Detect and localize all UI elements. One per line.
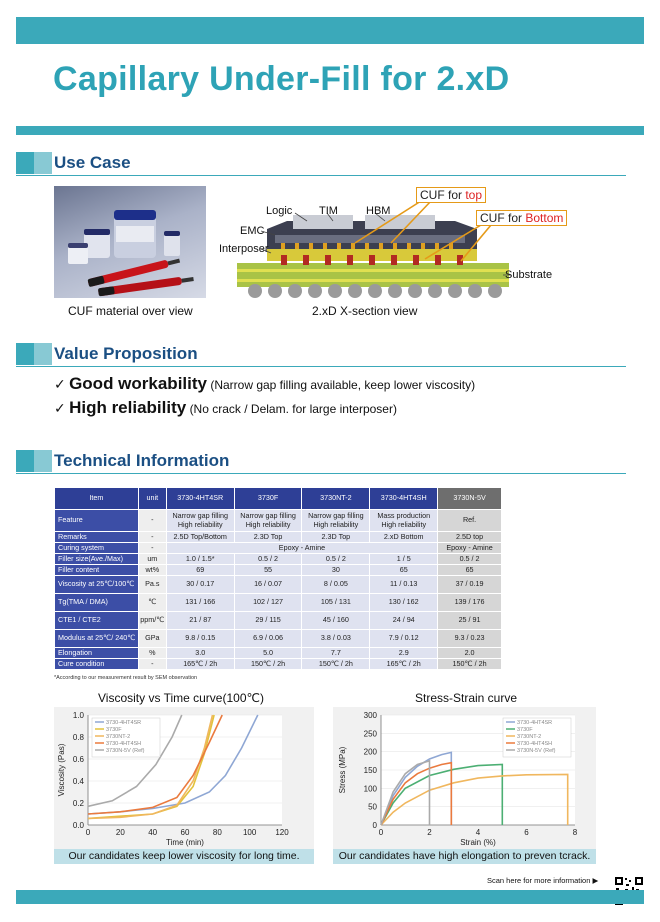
table-cell: Narrow gap filling High reliability	[234, 510, 302, 532]
row-label: Remarks	[55, 532, 139, 543]
header-cell: 3730F	[234, 488, 302, 510]
table-cell-ref: 25 / 91	[438, 612, 502, 630]
legend-entry: 3730N-5V (Ref)	[106, 748, 145, 754]
row-label: Elongation	[55, 648, 139, 659]
table-cell: 65	[370, 565, 438, 576]
table-cell: Narrow gap filling High reliability	[166, 510, 234, 532]
y-tick-label: 0.2	[72, 799, 84, 808]
y-tick-label: 200	[363, 747, 377, 757]
header-cell: 3730-4HT4SH	[370, 488, 438, 510]
row-label: CTE1 / CTE2	[55, 612, 139, 630]
value-item-desc: (No crack / Delam. for large interposer)	[189, 402, 397, 416]
legend-entry: 3730-4HT4SR	[517, 720, 553, 726]
table-cell: 24 / 94	[370, 612, 438, 630]
x-tick-label: 100	[242, 828, 257, 837]
y-tick-label: 0.8	[72, 733, 84, 742]
table-row	[55, 630, 502, 648]
table-cell: Mass production High reliability	[370, 510, 438, 532]
value-item-title: Good workability	[69, 374, 207, 393]
header-cell: 3730NT-2	[302, 488, 370, 510]
cuf-top-label: CUF for	[420, 188, 466, 202]
legend-entry: 3730NT-2	[517, 734, 542, 740]
table-cell: 6.9 / 0.06	[234, 630, 302, 648]
x-tick-label: 20	[115, 828, 125, 837]
cuf-bottom-highlight: Bottom	[525, 211, 564, 225]
stress-chart	[333, 707, 596, 849]
label-substrate: Substrate	[505, 269, 553, 281]
y-tick-label: 300	[363, 711, 377, 720]
section-header-technical-information	[16, 450, 626, 472]
table-cell: 7.9 / 0.12	[370, 630, 438, 648]
table-row	[55, 576, 502, 594]
cuf-top-callout	[416, 187, 486, 203]
scan-text: Scan here for more information ▶	[487, 876, 599, 885]
cuf-bottom-label: CUF for	[480, 211, 526, 225]
stress-chart-footer: Our candidates have high elongation to preven tcrack.	[333, 849, 596, 864]
row-unit: GPa	[138, 630, 166, 648]
viscosity-chart-footer: Our candidates keep lower viscosity for long time.	[54, 849, 314, 864]
table-cell: 3.0	[166, 648, 234, 659]
row-label: Filler content	[55, 565, 139, 576]
table-cell: 2.3D Top	[302, 532, 370, 543]
row-unit: Pa.s	[138, 576, 166, 594]
row-label: Tg(TMA / DMA)	[55, 594, 139, 612]
table-cell: 0.5 / 2	[302, 554, 370, 565]
table-cell-ref: 65	[438, 565, 502, 576]
table-row	[55, 554, 502, 565]
y-tick-label: 1.0	[72, 711, 84, 720]
table-cell: 21 / 87	[166, 612, 234, 630]
y-tick-label: 50	[368, 802, 377, 812]
x-tick-label: 80	[212, 828, 222, 837]
table-cell: 69	[166, 565, 234, 576]
x-tick-label: 8	[572, 828, 578, 837]
value-item-workability	[54, 374, 475, 394]
value-item-desc: (Narrow gap filling available, keep lower viscosity)	[210, 378, 476, 392]
header-cell: Item	[55, 488, 139, 510]
x-tick-label: 120	[275, 828, 289, 837]
table-cell: 2.5D Top/Bottom	[166, 532, 234, 543]
table-row	[55, 543, 502, 554]
table-cell: 130 / 162	[370, 594, 438, 612]
row-unit: ℃	[138, 594, 166, 612]
top-banner	[16, 17, 644, 44]
label-emc: EMC	[240, 225, 265, 237]
x-tick-label: 40	[148, 828, 158, 837]
table-cell: 150℃ / 2h	[234, 659, 302, 670]
table-cell: 105 / 131	[302, 594, 370, 612]
x-axis-label: Time (min)	[166, 838, 204, 847]
table-cell: 30 / 0.17	[166, 576, 234, 594]
table-row	[55, 532, 502, 543]
table-cell-ref: Epoxy - Amine	[438, 543, 502, 554]
cuf-material-photo	[54, 186, 206, 298]
header-cell: unit	[138, 488, 166, 510]
table-cell: 1.0 / 1.5*	[166, 554, 234, 565]
y-tick-label: 0.6	[72, 755, 84, 764]
table-row	[55, 510, 502, 532]
label-logic: Logic	[266, 205, 293, 217]
page-title: Capillary Under-Fill for 2.xD	[53, 60, 510, 98]
xsection-diagram	[215, 185, 575, 305]
value-item-reliability	[54, 398, 397, 418]
x-tick-label: 6	[524, 828, 529, 837]
check-icon: ✓	[54, 376, 66, 392]
table-cell: 16 / 0.07	[234, 576, 302, 594]
x-tick-label: 2	[427, 828, 432, 837]
viscosity-chart	[54, 707, 314, 849]
table-cell-ref: 37 / 0.19	[438, 576, 502, 594]
table-cell: 9.8 / 0.15	[166, 630, 234, 648]
row-label: Filler size(Ave./Max)	[55, 554, 139, 565]
legend-entry: 3730F	[517, 727, 533, 733]
table-cell: 131 / 166	[166, 594, 234, 612]
table-cell-ref: 139 / 176	[438, 594, 502, 612]
row-unit: -	[138, 659, 166, 670]
value-item-title: High reliability	[69, 398, 187, 417]
table-footnote: *According to our measurement result by SEM observation	[54, 675, 198, 681]
table-cell: 2.9	[370, 648, 438, 659]
table-cell: 2.xD Bottom	[370, 532, 438, 543]
y-tick-label: 0.4	[72, 777, 84, 786]
table-cell: 55	[234, 565, 302, 576]
row-unit: wt%	[138, 565, 166, 576]
table-header-row	[55, 488, 502, 510]
stress-chart-title: Stress-Strain curve	[415, 691, 518, 705]
legend-entry: 3730N-5V (Ref)	[517, 748, 556, 754]
table-cell: 11 / 0.13	[370, 576, 438, 594]
row-label: Feature	[55, 510, 139, 532]
table-cell: 165℃ / 2h	[370, 659, 438, 670]
table-cell-ref: 150℃ / 2h	[438, 659, 502, 670]
legend-entry: 3730-4HT4SR	[106, 720, 142, 726]
section-title: Technical Information	[54, 451, 230, 470]
row-label: Viscosity at 25℃/100℃	[55, 576, 139, 594]
table-cell: 0.5 / 2	[234, 554, 302, 565]
xsection-caption: 2.xD X-section view	[312, 304, 418, 318]
row-label: Modulus at 25℃/ 240℃	[55, 630, 139, 648]
table-cell: 5.0	[234, 648, 302, 659]
photo-caption: CUF material over view	[68, 304, 193, 318]
legend-entry: 3730NT-2	[106, 734, 131, 740]
viscosity-chart-panel	[54, 707, 314, 849]
section-title: Value Proposition	[54, 344, 198, 363]
y-axis-label: Stress (MPa)	[338, 746, 347, 794]
table-row	[55, 612, 502, 630]
cuf-bottom-callout	[476, 210, 567, 226]
table-cell: 102 / 127	[234, 594, 302, 612]
section-header-value-proposition	[16, 343, 626, 365]
y-tick-label: 0	[372, 821, 377, 830]
row-label: Curing system	[55, 543, 139, 554]
table-cell: Narrow gap filling High reliability	[302, 510, 370, 532]
row-unit: um	[138, 554, 166, 565]
legend-entry: 3730F	[106, 727, 122, 733]
row-unit: ppm/℃	[138, 612, 166, 630]
table-row	[55, 659, 502, 670]
spec-table	[54, 487, 502, 670]
table-cell-ref: 9.3 / 0.23	[438, 630, 502, 648]
table-cell: 165℃ / 2h	[166, 659, 234, 670]
table-cell: 8 / 0.05	[302, 576, 370, 594]
row-unit: -	[138, 532, 166, 543]
x-tick-label: 60	[180, 828, 190, 837]
table-cell: 45 / 160	[302, 612, 370, 630]
y-axis-label: Viscosity (Pas)	[57, 743, 66, 797]
check-icon: ✓	[54, 400, 66, 416]
table-row	[55, 565, 502, 576]
table-cell: 150℃ / 2h	[302, 659, 370, 670]
table-row	[55, 594, 502, 612]
x-tick-label: 4	[475, 828, 481, 837]
cuf-top-highlight: top	[465, 188, 483, 202]
y-tick-label: 0.0	[72, 821, 84, 830]
table-cell: 7.7	[302, 648, 370, 659]
legend-entry: 3730-4HT4SH	[517, 741, 553, 747]
label-tim: TIM	[319, 205, 338, 217]
table-cell: 1 / 5	[370, 554, 438, 565]
header-cell: 3730-4HT4SR	[166, 488, 234, 510]
table-cell: 2.3D Top	[234, 532, 302, 543]
stress-chart-panel	[333, 707, 596, 849]
row-unit: -	[138, 510, 166, 532]
bottom-banner	[16, 890, 644, 904]
table-cell-ref: 0.5 / 2	[438, 554, 502, 565]
label-interposer: Interposer	[219, 243, 269, 255]
title-rule	[16, 126, 644, 135]
section-title: Use Case	[54, 153, 131, 172]
x-tick-label: 0	[85, 828, 91, 837]
label-hbm: HBM	[366, 205, 391, 217]
row-label: Cure condition	[55, 659, 139, 670]
y-tick-label: 150	[363, 766, 377, 775]
y-tick-label: 250	[363, 729, 377, 739]
table-row	[55, 648, 502, 659]
x-tick-label: 0	[378, 828, 384, 837]
table-cell: Epoxy - Amine	[166, 543, 437, 554]
viscosity-chart-title: Viscosity vs Time curve(100℃)	[98, 691, 264, 705]
table-cell-ref: 2.5D top	[438, 532, 502, 543]
table-cell: 29 / 115	[234, 612, 302, 630]
table-cell: 3.8 / 0.03	[302, 630, 370, 648]
legend-entry: 3730-4HT4SH	[106, 741, 142, 747]
section-header-use-case	[16, 152, 626, 174]
row-unit: %	[138, 648, 166, 659]
header-cell-ref: 3730N-5V	[438, 488, 502, 510]
table-cell-ref: 2.0	[438, 648, 502, 659]
row-unit: -	[138, 543, 166, 554]
table-cell: 30	[302, 565, 370, 576]
x-axis-label: Strain (%)	[460, 838, 496, 847]
table-cell-ref: Ref.	[438, 510, 502, 532]
y-tick-label: 100	[363, 784, 377, 794]
